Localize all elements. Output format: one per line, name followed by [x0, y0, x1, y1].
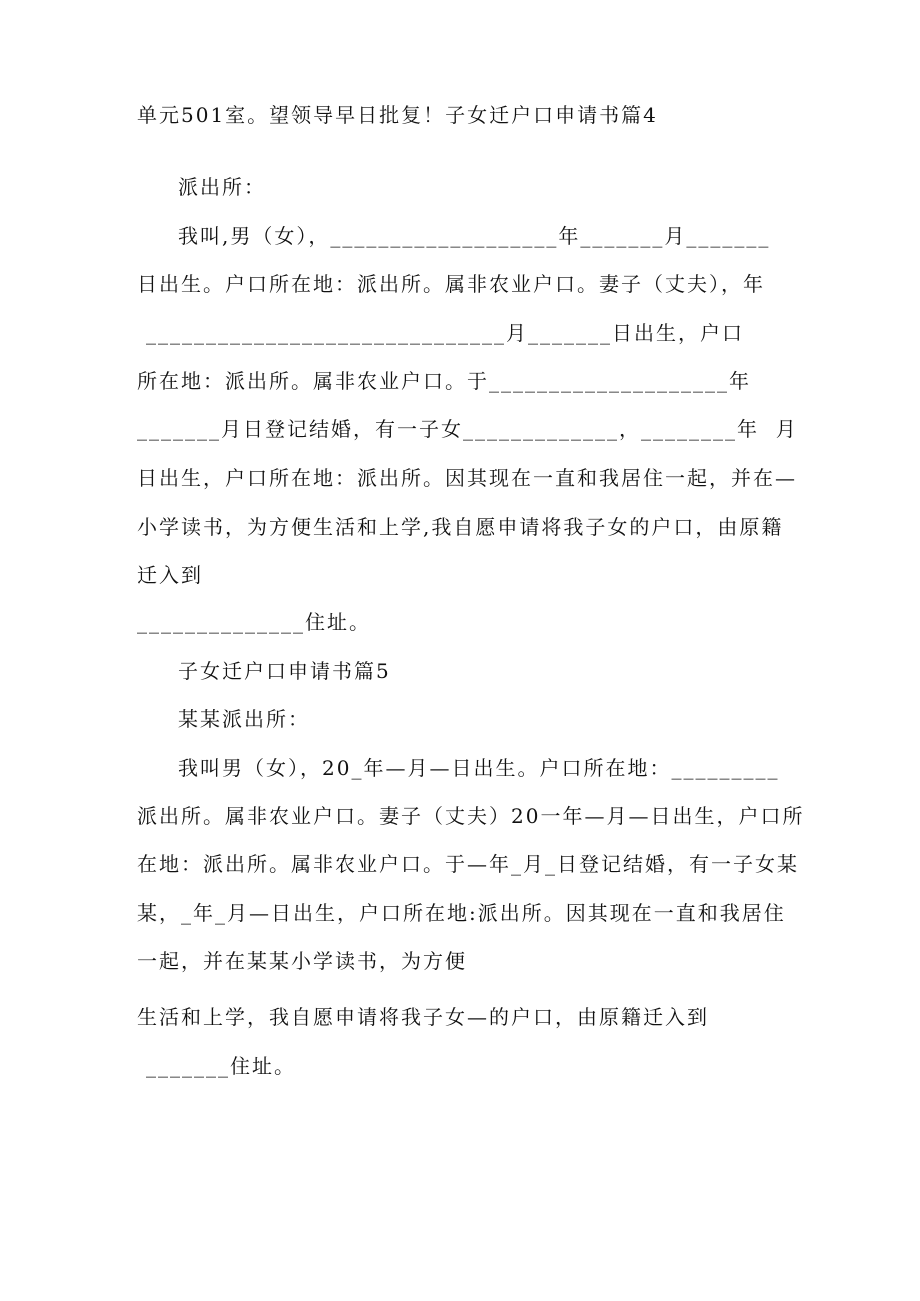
- text-line-19: 生活和上学，我自愿申请将我子女—的户口，由原籍迁入到: [137, 1005, 709, 1029]
- text-line-2: 派出所：: [178, 175, 266, 199]
- text-line-8: 日出生，户口所在地：派出所。因其现在一直和我居住一起，并在—: [137, 466, 797, 490]
- text-line-17: 某，_年_月—日出生，户口所在地:派出所。因其现在一直和我居住: [137, 901, 786, 925]
- text-line-13: 某某派出所：: [178, 707, 310, 731]
- text-line-14: 我叫男（女），20_年—月—日出生。户口所在地：_________: [178, 756, 780, 780]
- text-line-10: 迁入到: [137, 563, 203, 587]
- text-line-15: 派出所。属非农业户口。妻子（丈夫）20一年—月—日出生，户口所: [137, 804, 805, 828]
- text-line-9: 小学读书，为方便生活和上学,我自愿申请将我子女的户口，由原籍: [137, 515, 784, 539]
- text-line-6: 所在地：派出所。属非农业户口。于____________________年: [137, 369, 751, 393]
- text-line-18: 一起，并在某某小学读书，为方便: [137, 949, 467, 973]
- text-line-3: 我叫,男（女），___________________年_______月_______: [178, 224, 771, 248]
- text-line-4: 日出生。户口所在地：派出所。属非农业户口。妻子（丈夫），年: [137, 272, 765, 296]
- text-line-20: _______住址。: [146, 1054, 296, 1078]
- text-line-16: 在地：派出所。属非农业户口。于—年_月_日登记结婚，有一子女某: [137, 852, 799, 876]
- text-line-5: ______________________________月_______日出生，户口: [146, 321, 744, 345]
- section-heading-5: 子女迁户口申请书篇5: [178, 659, 391, 683]
- text-line-7: _______月日登记结婚，有一子女_____________，________年 月: [137, 417, 798, 441]
- text-line-11: ______________住址。: [137, 610, 371, 634]
- text-line-1: 单元501室。望领导早日批复！子女迁户口申请书篇4: [137, 103, 658, 127]
